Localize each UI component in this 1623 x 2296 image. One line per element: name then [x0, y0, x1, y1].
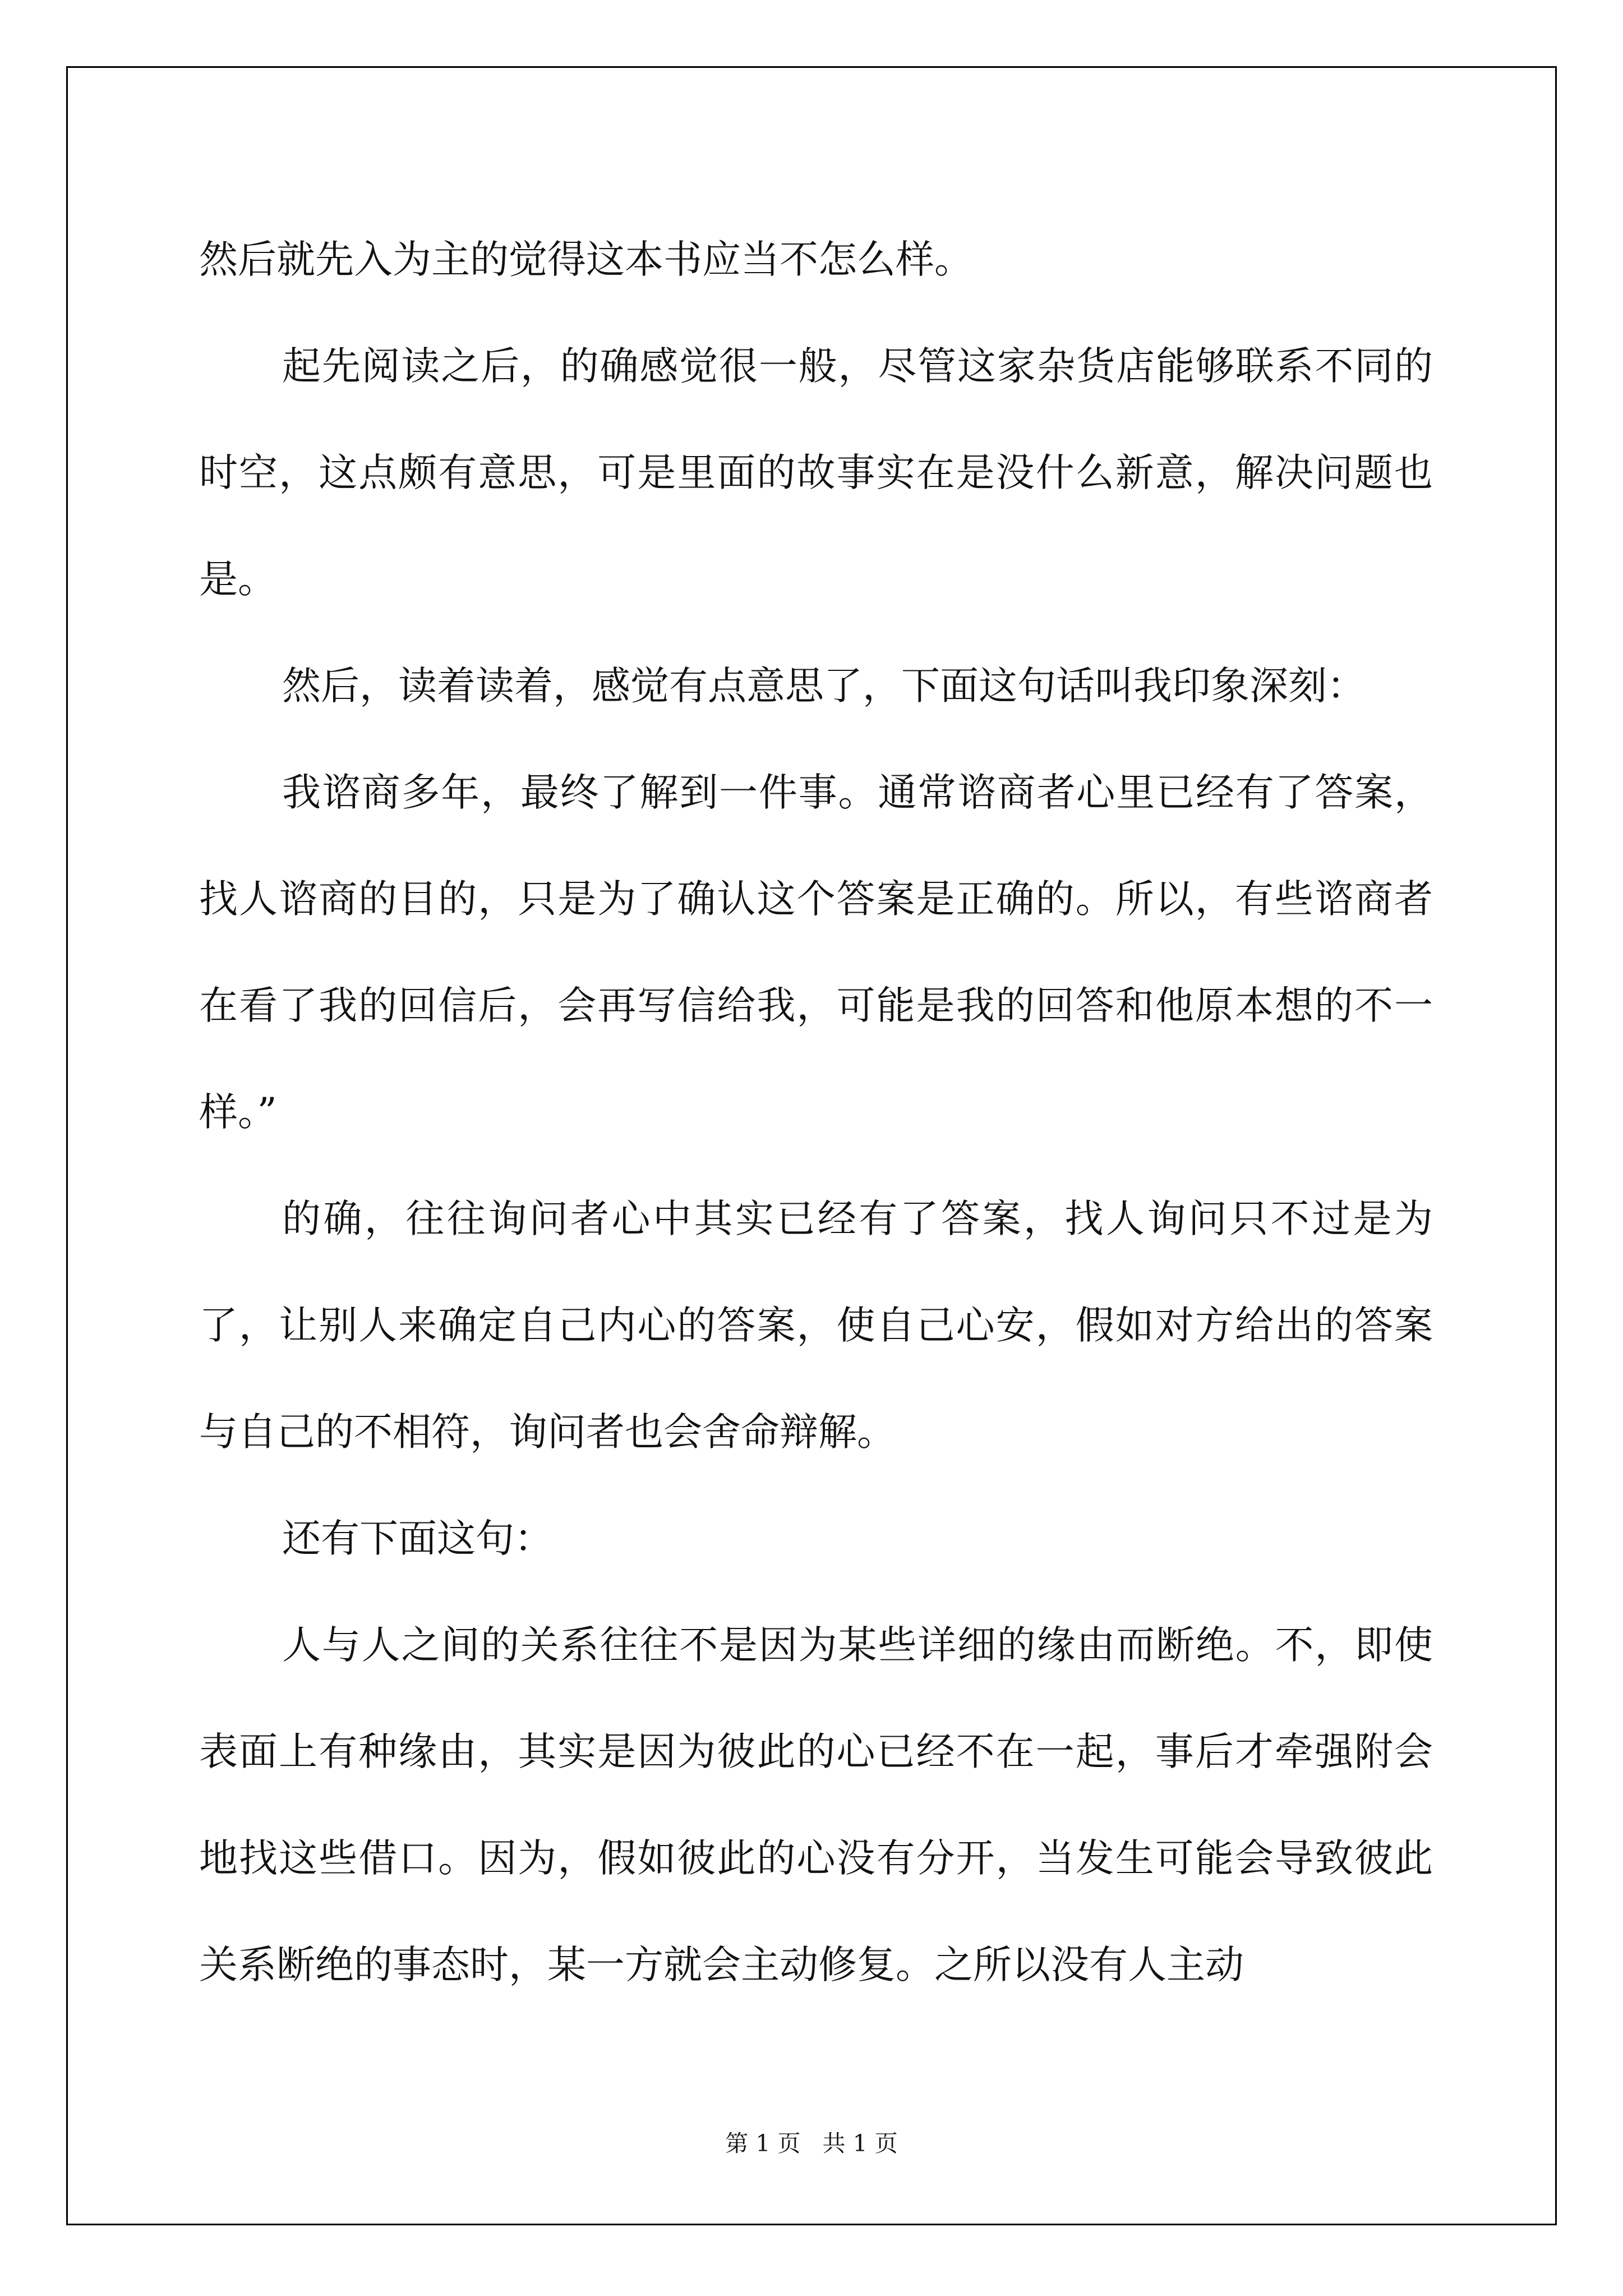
paragraph: 人与人之间的关系往往不是因为某些详细的缘由而断绝。不，即使表面上有种缘由，其实是因为彼此的心已经不在一起，事后才牵强附会地找这些借口。因为，假如彼此的心没有分开，当发生可能会导致彼此关系断绝的事态时，某一方就会主动修复。之所以没有人主动	[199, 1623, 1433, 1987]
paragraph: 还有下面这句：	[282, 1516, 553, 1561]
document-body	[199, 206, 1433, 2018]
paragraph: 然后，读着读着，感觉有点意思了，下面这句话叫我印象深刻：	[282, 664, 1366, 708]
paragraph: 的确，往往询问者心中其实已经有了答案，找人询问只不过是为了，让别人来确定自己内心的答案，使自己心安，假如对方给出的答案与自己的不相符，询问者也会舍命辩解。	[199, 1197, 1433, 1455]
page-number-footer: 第 1 页 共 1 页	[725, 2130, 898, 2157]
paragraph: 然后就先入为主的觉得这本书应当不怎么样。	[199, 237, 973, 282]
paragraph: 我谘商多年，最终了解到一件事。通常谘商者心里已经有了答案，找人谘商的目的，只是为了确认这个答案是正确的。所以，有些谘商者在看了我的回信后，会再写信给我，可能是我的回答和他原本想的不一样。”	[199, 770, 1433, 1135]
paragraph: 起先阅读之后，的确感觉很一般，尽管这家杂货店能够联系不同的时空，这点颇有意思，可是里面的故事实在是没什么新意，解决问题也是。	[199, 344, 1433, 602]
